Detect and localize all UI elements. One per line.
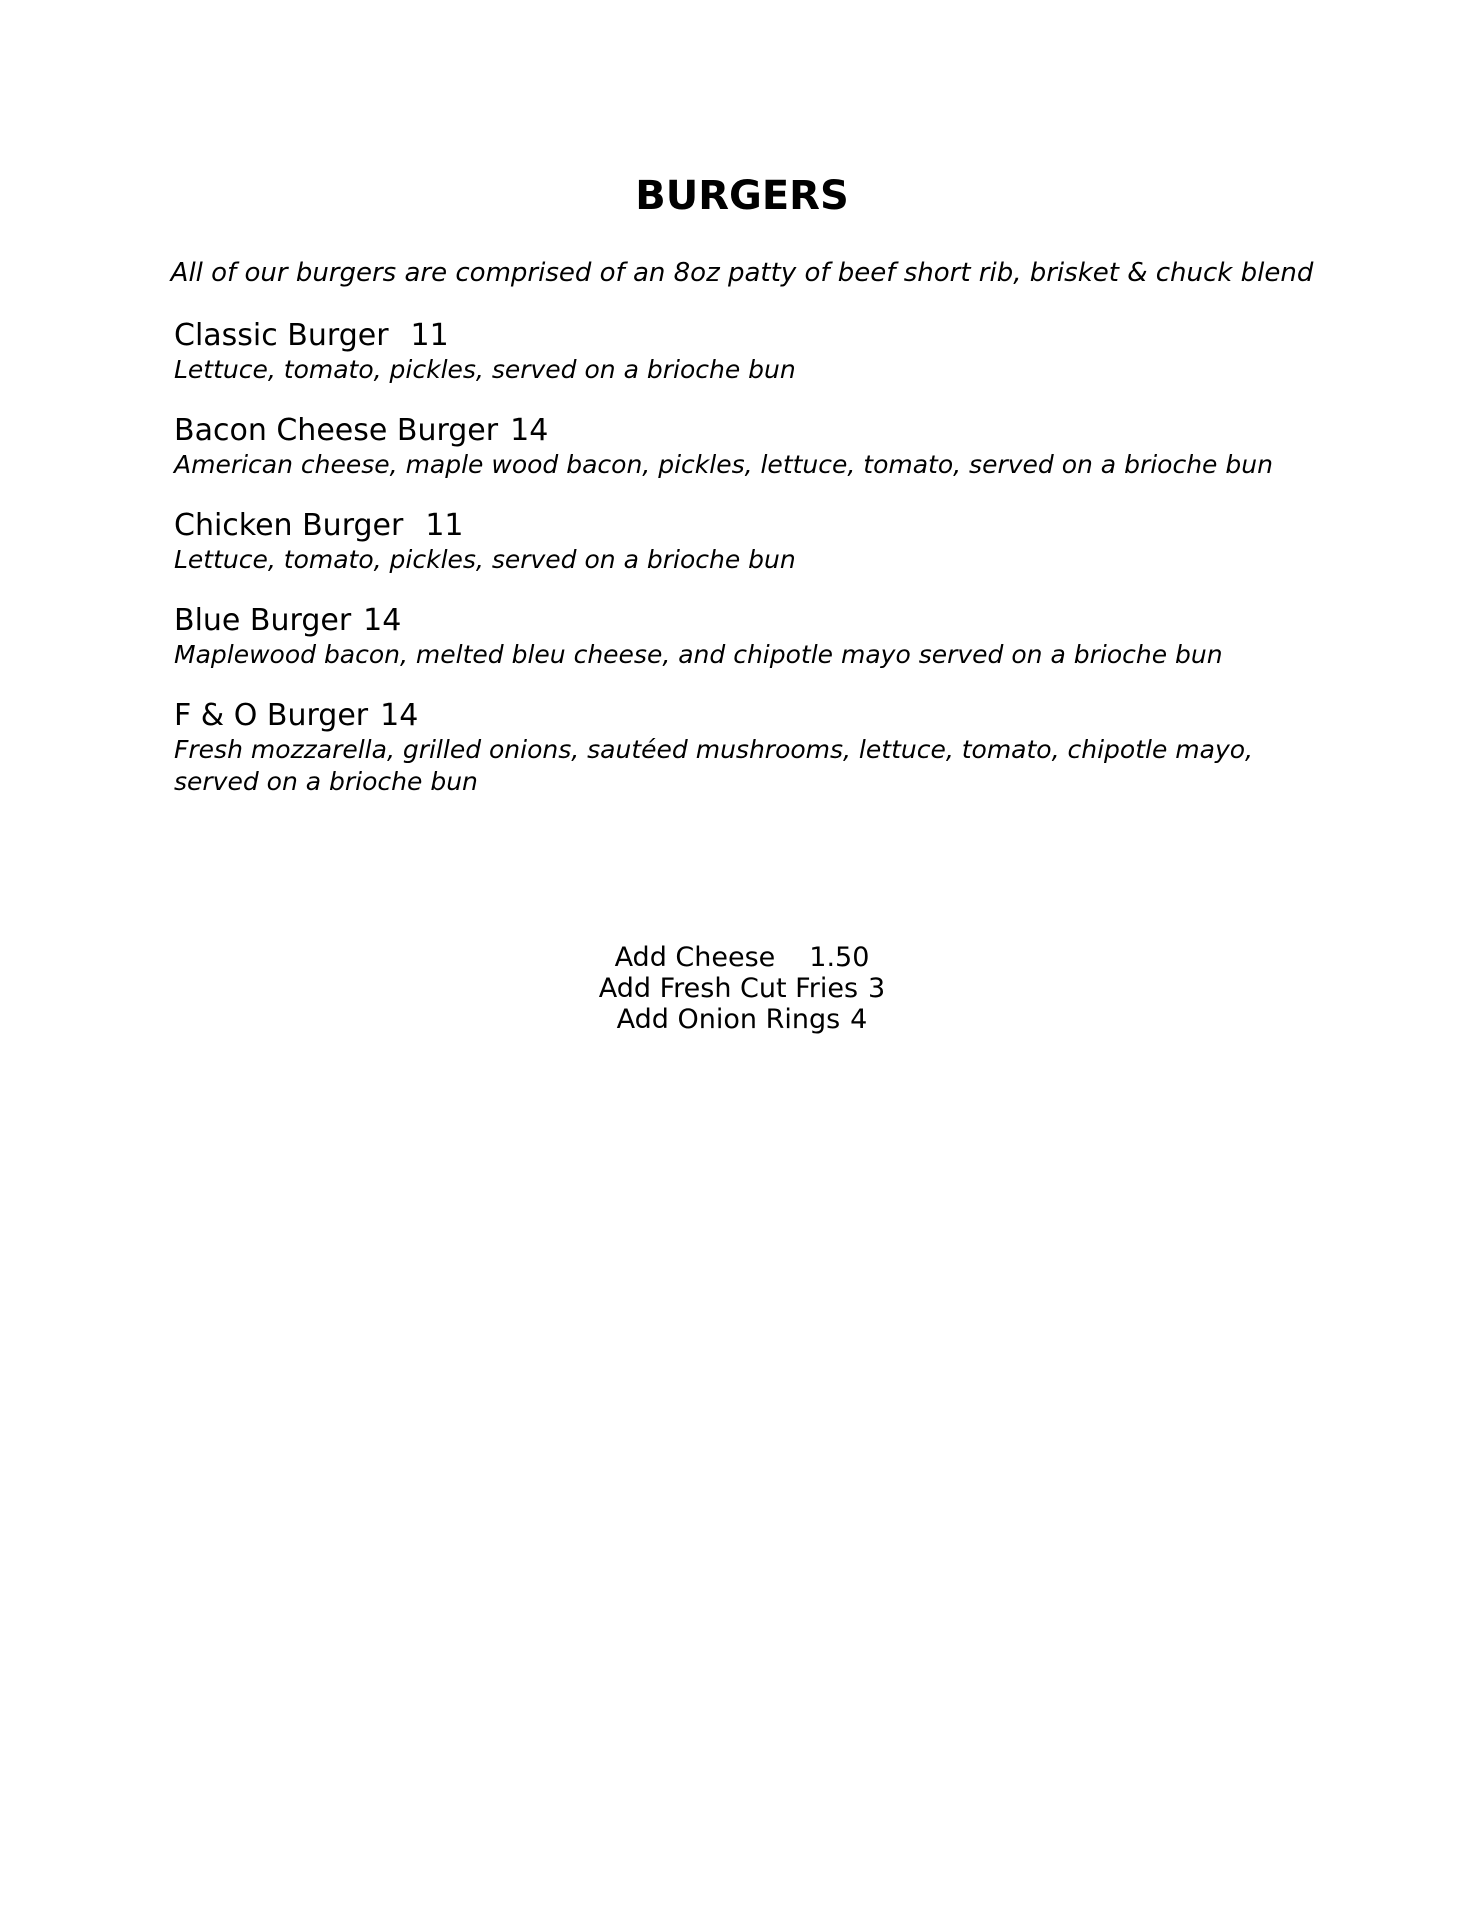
menu-item-description: Lettuce, tomato, pickles, served on a brioche bun (174, 355, 796, 384)
menu-item-price: 14 (363, 603, 402, 638)
menu-item-header (174, 698, 1314, 734)
menu-item-price: 11 (410, 318, 449, 353)
addon-price: 4 (850, 1004, 868, 1035)
menu-item-name: Classic Burger (174, 318, 389, 353)
addon-fries (0, 973, 1484, 1004)
menu-item-f-and-o-burger (174, 698, 1314, 798)
menu-item-chicken-burger (174, 508, 1314, 576)
menu-item-name: F & O Burger (174, 698, 369, 733)
menu-addons (0, 942, 1484, 1035)
menu-item-description: American cheese, maple wood bacon, pickles, lettuce, tomato, served on a brioche bun (174, 450, 1273, 479)
menu-item-header (174, 413, 1314, 449)
menu-item-name: Bacon Cheese Burger (174, 413, 499, 448)
menu-item-classic-burger (174, 318, 1314, 386)
menu-item-description: Lettuce, tomato, pickles, served on a brioche bun (174, 545, 796, 574)
menu-item-header (174, 318, 1314, 354)
menu-item-blue-burger (174, 603, 1314, 671)
menu-item-name: Blue Burger (174, 603, 352, 638)
addon-label: Add Onion Rings (616, 1004, 841, 1035)
menu-item-price: 14 (380, 698, 419, 733)
addon-label: Add Fresh Cut Fries (598, 973, 859, 1004)
menu-item-price: 11 (425, 508, 464, 543)
addon-label: Add Cheese (614, 942, 776, 973)
menu-item-description: Fresh mozzarella, grilled onions, sautéed mushrooms, lettuce, tomato, chipotle mayo, served on a brioche bun (174, 735, 1253, 796)
menu-item-name: Chicken Burger (174, 508, 404, 543)
menu-subtitle: All of our burgers are comprised of an 8oz patty of beef short rib, brisket & chuck blend (170, 258, 1314, 288)
addon-onion-rings (0, 1004, 1484, 1035)
menu-item-description: Maplewood bacon, melted bleu cheese, and chipotle mayo served on a brioche bun (174, 640, 1223, 669)
menu-item-header (174, 508, 1314, 544)
addon-cheese (0, 942, 1484, 973)
menu-items (174, 318, 1314, 825)
menu-title: BURGERS (635, 173, 849, 219)
menu-item-price: 14 (510, 413, 549, 448)
menu-item-header (174, 603, 1314, 639)
addon-price: 3 (868, 973, 886, 1004)
menu-item-bacon-cheese-burger (174, 413, 1314, 481)
addon-price: 1.50 (809, 942, 870, 973)
